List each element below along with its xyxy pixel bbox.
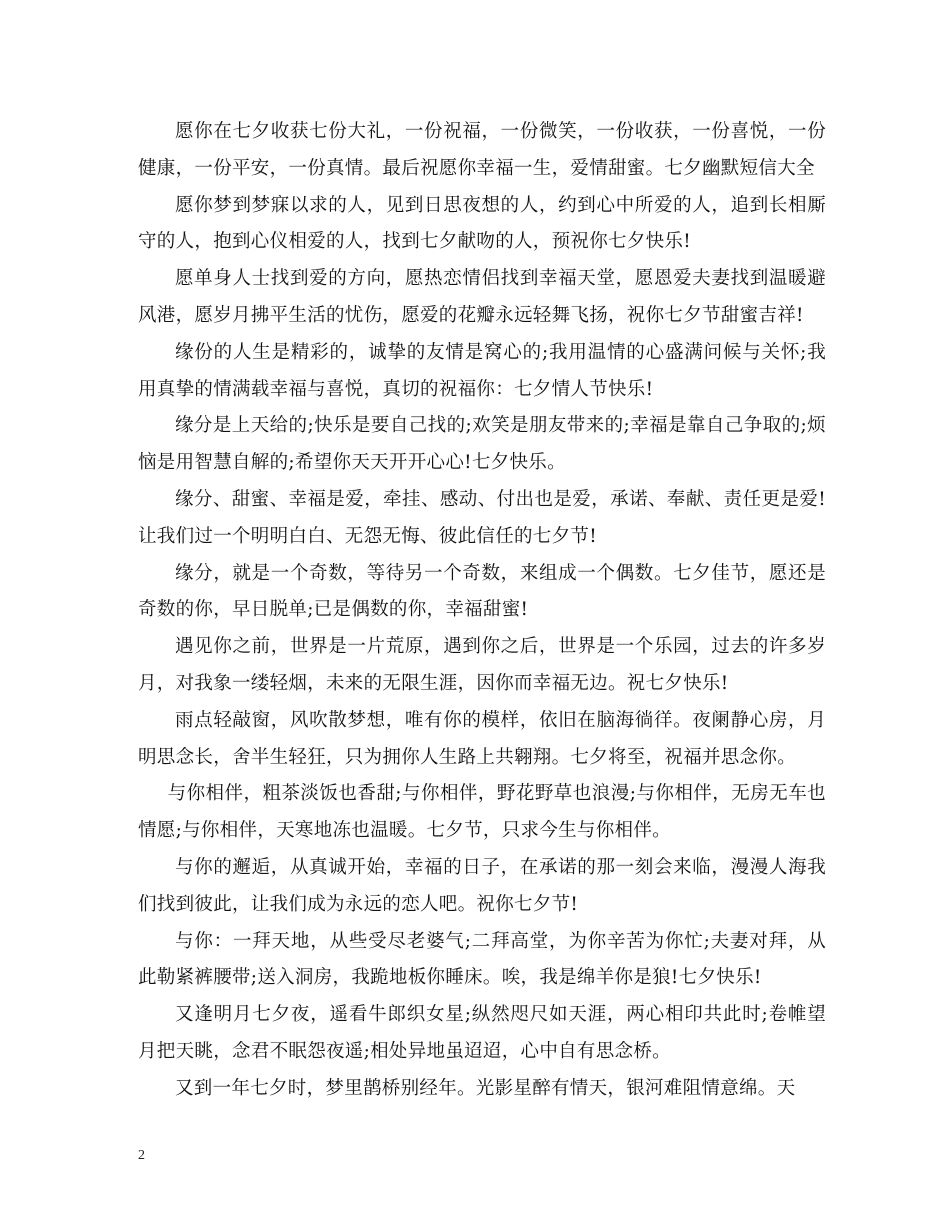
- paragraph-1: 愿你在七夕收获七份大礼，一份祝福，一份微笑，一份收获，一份喜悦，一份健康，一份平安，一份真情。最后祝愿你幸福一生，爱情甜蜜。七夕幽默短信大全: [138, 121, 826, 179]
- paragraph-14: 又到一年七夕时，梦里鹊桥别经年。光影星醉有情天，银河难阻情意绵。天: [175, 1077, 796, 1099]
- paragraph-13: 又逢明月七夕夜，遥看牛郎织女星;纵然咫尺如天涯，两心相印共此时;卷帷望月把天眺，念君不眠怨夜遥;相处异地虽迢迢，心中自有思念桥。: [138, 1004, 826, 1062]
- paragraph-3: 愿单身人士找到爱的方向，愿热恋情侣找到幸福天堂，愿恩爱夫妻找到温暖避风港，愿岁月拂平生活的忧伤，愿爱的花瓣永远轻舞飞扬，祝你七夕节甜蜜吉祥!: [138, 268, 826, 326]
- paragraph-10: 与你相伴，粗茶淡饭也香甜;与你相伴，野花野草也浪漫;与你相伴，无房无车也情愿;与你相伴，天寒地冻也温暖。七夕节，只求今生与你相伴。: [138, 783, 826, 842]
- page-number: 2: [138, 1148, 145, 1163]
- paragraph-7: 缘分，就是一个奇数，等待另一个奇数，来组成一个偶数。七夕佳节，愿还是奇数的你，早日脱单;已是偶数的你，幸福甜蜜!: [138, 562, 826, 621]
- paragraph-9: 雨点轻敲窗，风吹散梦想，唯有你的模样，依旧在脑海徜徉。夜阑静心房，月明思念长，舍半生轻狂，只为拥你人生路上共翱翔。七夕将至，祝福并思念你。: [138, 709, 826, 768]
- paragraph-2: 愿你梦到梦寐以求的人，见到日思夜想的人，约到心中所爱的人，追到长相厮守的人，抱到心仪相爱的人，找到七夕献吻的人，预祝你七夕快乐!: [138, 194, 826, 253]
- paragraph-11: 与你的邂逅，从真诚开始，幸福的日子，在承诺的那一刻会来临，漫漫人海我们找到彼此，让我们成为永远的恋人吧。祝你七夕节!: [138, 856, 826, 915]
- paragraph-8: 遇见你之前，世界是一片荒原，遇到你之后，世界是一个乐园，过去的许多岁月，对我象一缕轻烟，未来的无限生涯，因你而幸福无边。祝七夕快乐!: [138, 636, 826, 694]
- document-body: [138, 114, 826, 1108]
- paragraph-6: 缘分、甜蜜、幸福是爱，牵挂、感动、付出也是爱，承诺、奉献、责任更是爱!让我们过一个明明白白、无怨无悔、彼此信任的七夕节!: [138, 488, 826, 547]
- paragraph-4: 缘份的人生是精彩的，诚挚的友情是窝心的;我用温情的心盛满问候与关怀;我用真挚的情满载幸福与喜悦，真切的祝福你：七夕情人节快乐!: [138, 341, 826, 400]
- paragraph-12: 与你：一拜天地，从些受尽老婆气;二拜高堂，为你辛苦为你忙;夫妻对拜，从此勒紧裤腰带;送入洞房，我跪地板你睡床。唉，我是绵羊你是狼!七夕快乐!: [138, 930, 826, 989]
- paragraph-5: 缘分是上天给的;快乐是要自己找的;欢笑是朋友带来的;幸福是靠自己争取的;烦恼是用智慧自解的;希望你天天开开心心!七夕快乐。: [138, 415, 826, 474]
